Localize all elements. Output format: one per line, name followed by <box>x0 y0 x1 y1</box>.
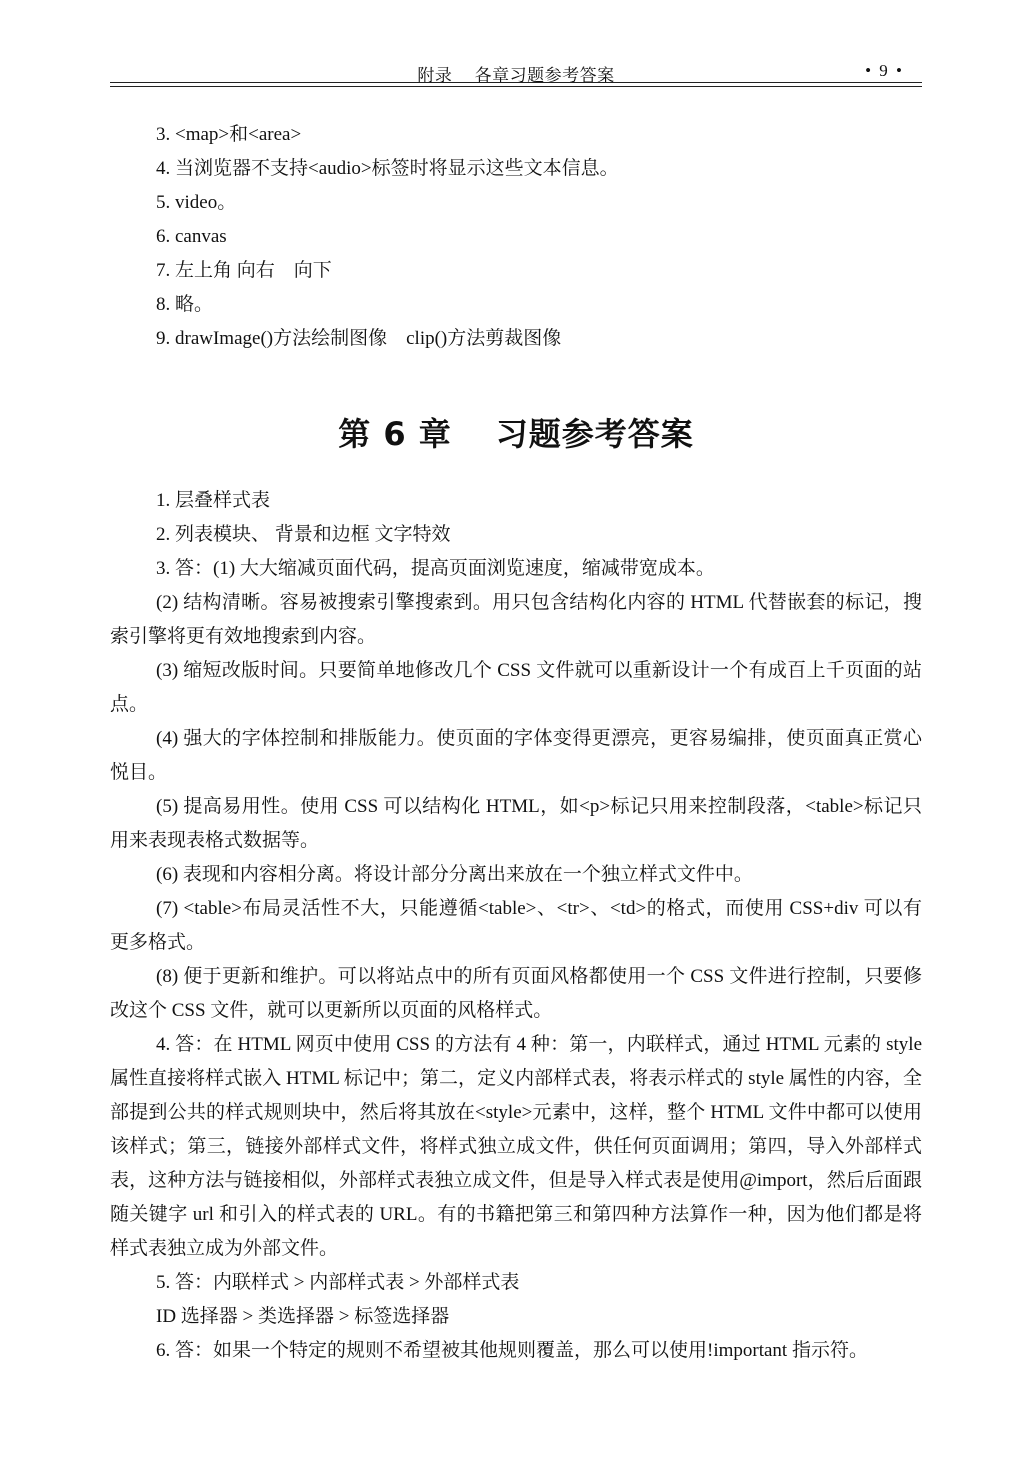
header-rule-thick <box>110 82 922 83</box>
answer-item: 3. <map>和<area> <box>156 124 302 145</box>
answer-paragraph: 4. 答：在 HTML 网页中使用 CSS 的方法有 4 种：第一，内联样式，通过 HTML 元素的 style 属性直接将样式嵌入 HTML 标记中；第二，定义内部样式表，将表示样式的 style 属性的内容，全部提到公共的样式规则块中，然后将其放在<style>元素中，这样，整个 HTML 文件中都可以使用该样式；第三，链接外部样式文件，将样式独立成文件，供任何页面调用；第四，导入外部样式表，这种方法与链接相似，外部样式表独立成文件，但是导入样式表是使用@import，然后后面跟随关键字 url 和引入的样式表的 URL。有的书籍把第三和第四种方法算作一种，因为他们都是将样式表独立成为外部文件。 <box>110 1034 922 1259</box>
answer-item: 3. 答：(1) 大大缩减页面代码，提高页面浏览速度，缩减带宽成本。 <box>156 558 715 579</box>
answer-item: 5. 答：内联样式 > 内部样式表 > 外部样式表 <box>156 1272 520 1293</box>
chapter-number: 第 6 章 <box>338 415 452 453</box>
answer-item: 2. 列表模块、 背景和边框 文字特效 <box>156 524 451 545</box>
answer-item: 4. 当浏览器不支持<audio>标签时将显示这些文本信息。 <box>156 158 619 179</box>
answer-paragraph: (8) 便于更新和维护。可以将站点中的所有页面风格都使用一个 CSS 文件进行控制，只要修改这个 CSS 文件，就可以更新所以页面的风格样式。 <box>110 966 922 1021</box>
answer-paragraph: (7) <table>布局灵活性不大，只能遵循<table>、<tr>、<td>的格式，而使用 CSS+div 可以有更多格式。 <box>110 898 922 953</box>
page-header <box>110 55 922 85</box>
running-head-title: 附录 各章习题参考答案 <box>417 66 615 85</box>
answer-item: 6. 答：如果一个特定的规则不希望被其他规则覆盖，那么可以使用!important 指示符。 <box>156 1340 868 1361</box>
answer-paragraph: (4) 强大的字体控制和排版能力。使页面的字体变得更漂亮，更容易编排，使页面真正赏心悦目。 <box>110 728 922 783</box>
answer-paragraph: (2) 结构清晰。容易被搜索引擎搜索到。用只包含结构化内容的 HTML 代替嵌套的标记，搜索引擎将更有效地搜索到内容。 <box>110 592 922 647</box>
answer-paragraph: (5) 提高易用性。使用 CSS 可以结构化 HTML，如<p>标记只用来控制段落，<table>标记只用来表现表格式数据等。 <box>110 796 922 851</box>
answer-item: 5. video。 <box>156 192 237 213</box>
answer-item: ID 选择器 > 类选择器 > 标签选择器 <box>156 1306 450 1327</box>
answer-item: 6. canvas <box>156 226 227 247</box>
page-body <box>110 118 922 1368</box>
answer-item: 9. drawImage()方法绘制图像 clip()方法剪裁图像 <box>156 328 562 349</box>
answer-paragraph: (3) 缩短改版时间。只要简单地修改几个 CSS 文件就可以重新设计一个有成百上千页面的站点。 <box>110 660 922 715</box>
chapter-title: 习题参考答案 <box>495 415 694 453</box>
chapter-heading <box>110 412 922 456</box>
answer-item: 8. 略。 <box>156 294 214 315</box>
page-number: • 9 • <box>865 61 904 80</box>
header-rule-thin <box>110 86 922 87</box>
answer-item: 1. 层叠样式表 <box>156 490 271 511</box>
answer-item: 7. 左上角 向右 向下 <box>156 260 332 281</box>
answer-paragraph: (6) 表现和内容相分离。将设计部分分离出来放在一个独立样式文件中。 <box>156 864 753 885</box>
